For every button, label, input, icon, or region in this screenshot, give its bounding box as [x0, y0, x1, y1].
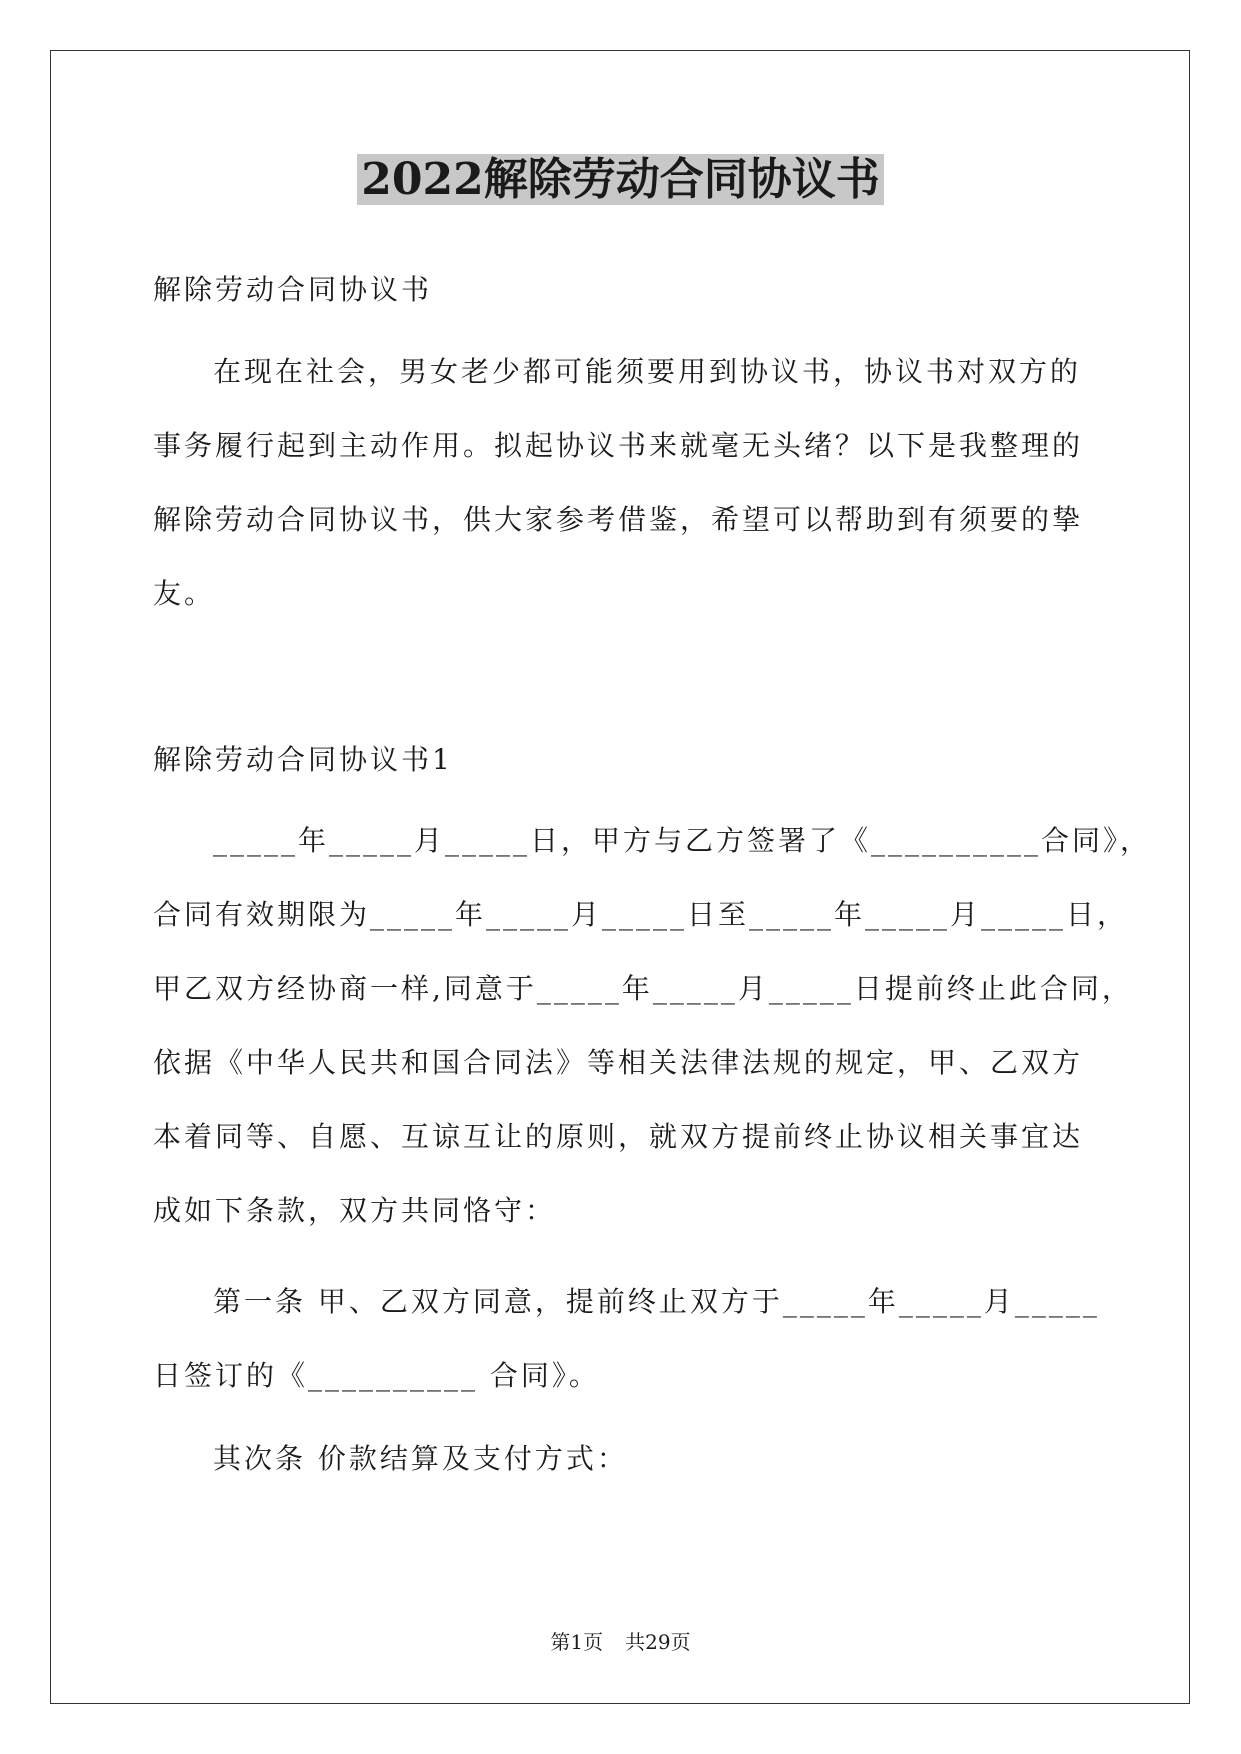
body-line: 本着同等、自愿、互谅互让的原则，就双方提前终止协议相关事宜达: [153, 1120, 1084, 1153]
section-heading-intro: 解除劳动合同协议书: [153, 273, 433, 306]
clause-first-line-cont: 日签订的《__________ 合同》。: [153, 1359, 600, 1392]
body-line: 合同有效期限为_____年_____月_____日至_____年_____月_____日，: [153, 898, 1129, 931]
clause-first-line: 第一条 甲、乙双方同意，提前终止双方于_____年_____月_____: [213, 1285, 1100, 1318]
body-line: 成如下条款，双方共同恪守：: [153, 1194, 557, 1227]
body-line: 依据《中华人民共和国合同法》等相关法律法规的规定，甲、乙双方: [153, 1046, 1084, 1079]
section-heading-agreement-1: 解除劳动合同协议书1: [153, 743, 453, 776]
intro-line: 解除劳动合同协议书，供大家参考借鉴，希望可以帮助到有须要的挚: [153, 503, 1084, 536]
body-line: _____年_____月_____日，甲方与乙方签署了《__________合同》，: [213, 824, 1152, 857]
page-footer: [0, 1628, 1241, 1656]
page-number: 第1页: [550, 1630, 604, 1654]
clause-second-line: 其次条 价款结算及支付方式：: [213, 1442, 628, 1475]
body-line: 甲乙双方经协商一样,同意于_____年_____月_____日提前终止此合同，: [153, 972, 1133, 1005]
document-title: 2022解除劳动合同协议书: [0, 150, 1241, 210]
intro-line: 事务履行起到主动作用。拟起协议书来就毫无头绪？以下是我整理的: [153, 429, 1084, 462]
page-total: 共29页: [625, 1630, 691, 1654]
intro-line: 友。: [153, 577, 216, 610]
intro-line: 在现在社会，男女老少都可能须要用到协议书，协议书对双方的: [213, 355, 1082, 388]
